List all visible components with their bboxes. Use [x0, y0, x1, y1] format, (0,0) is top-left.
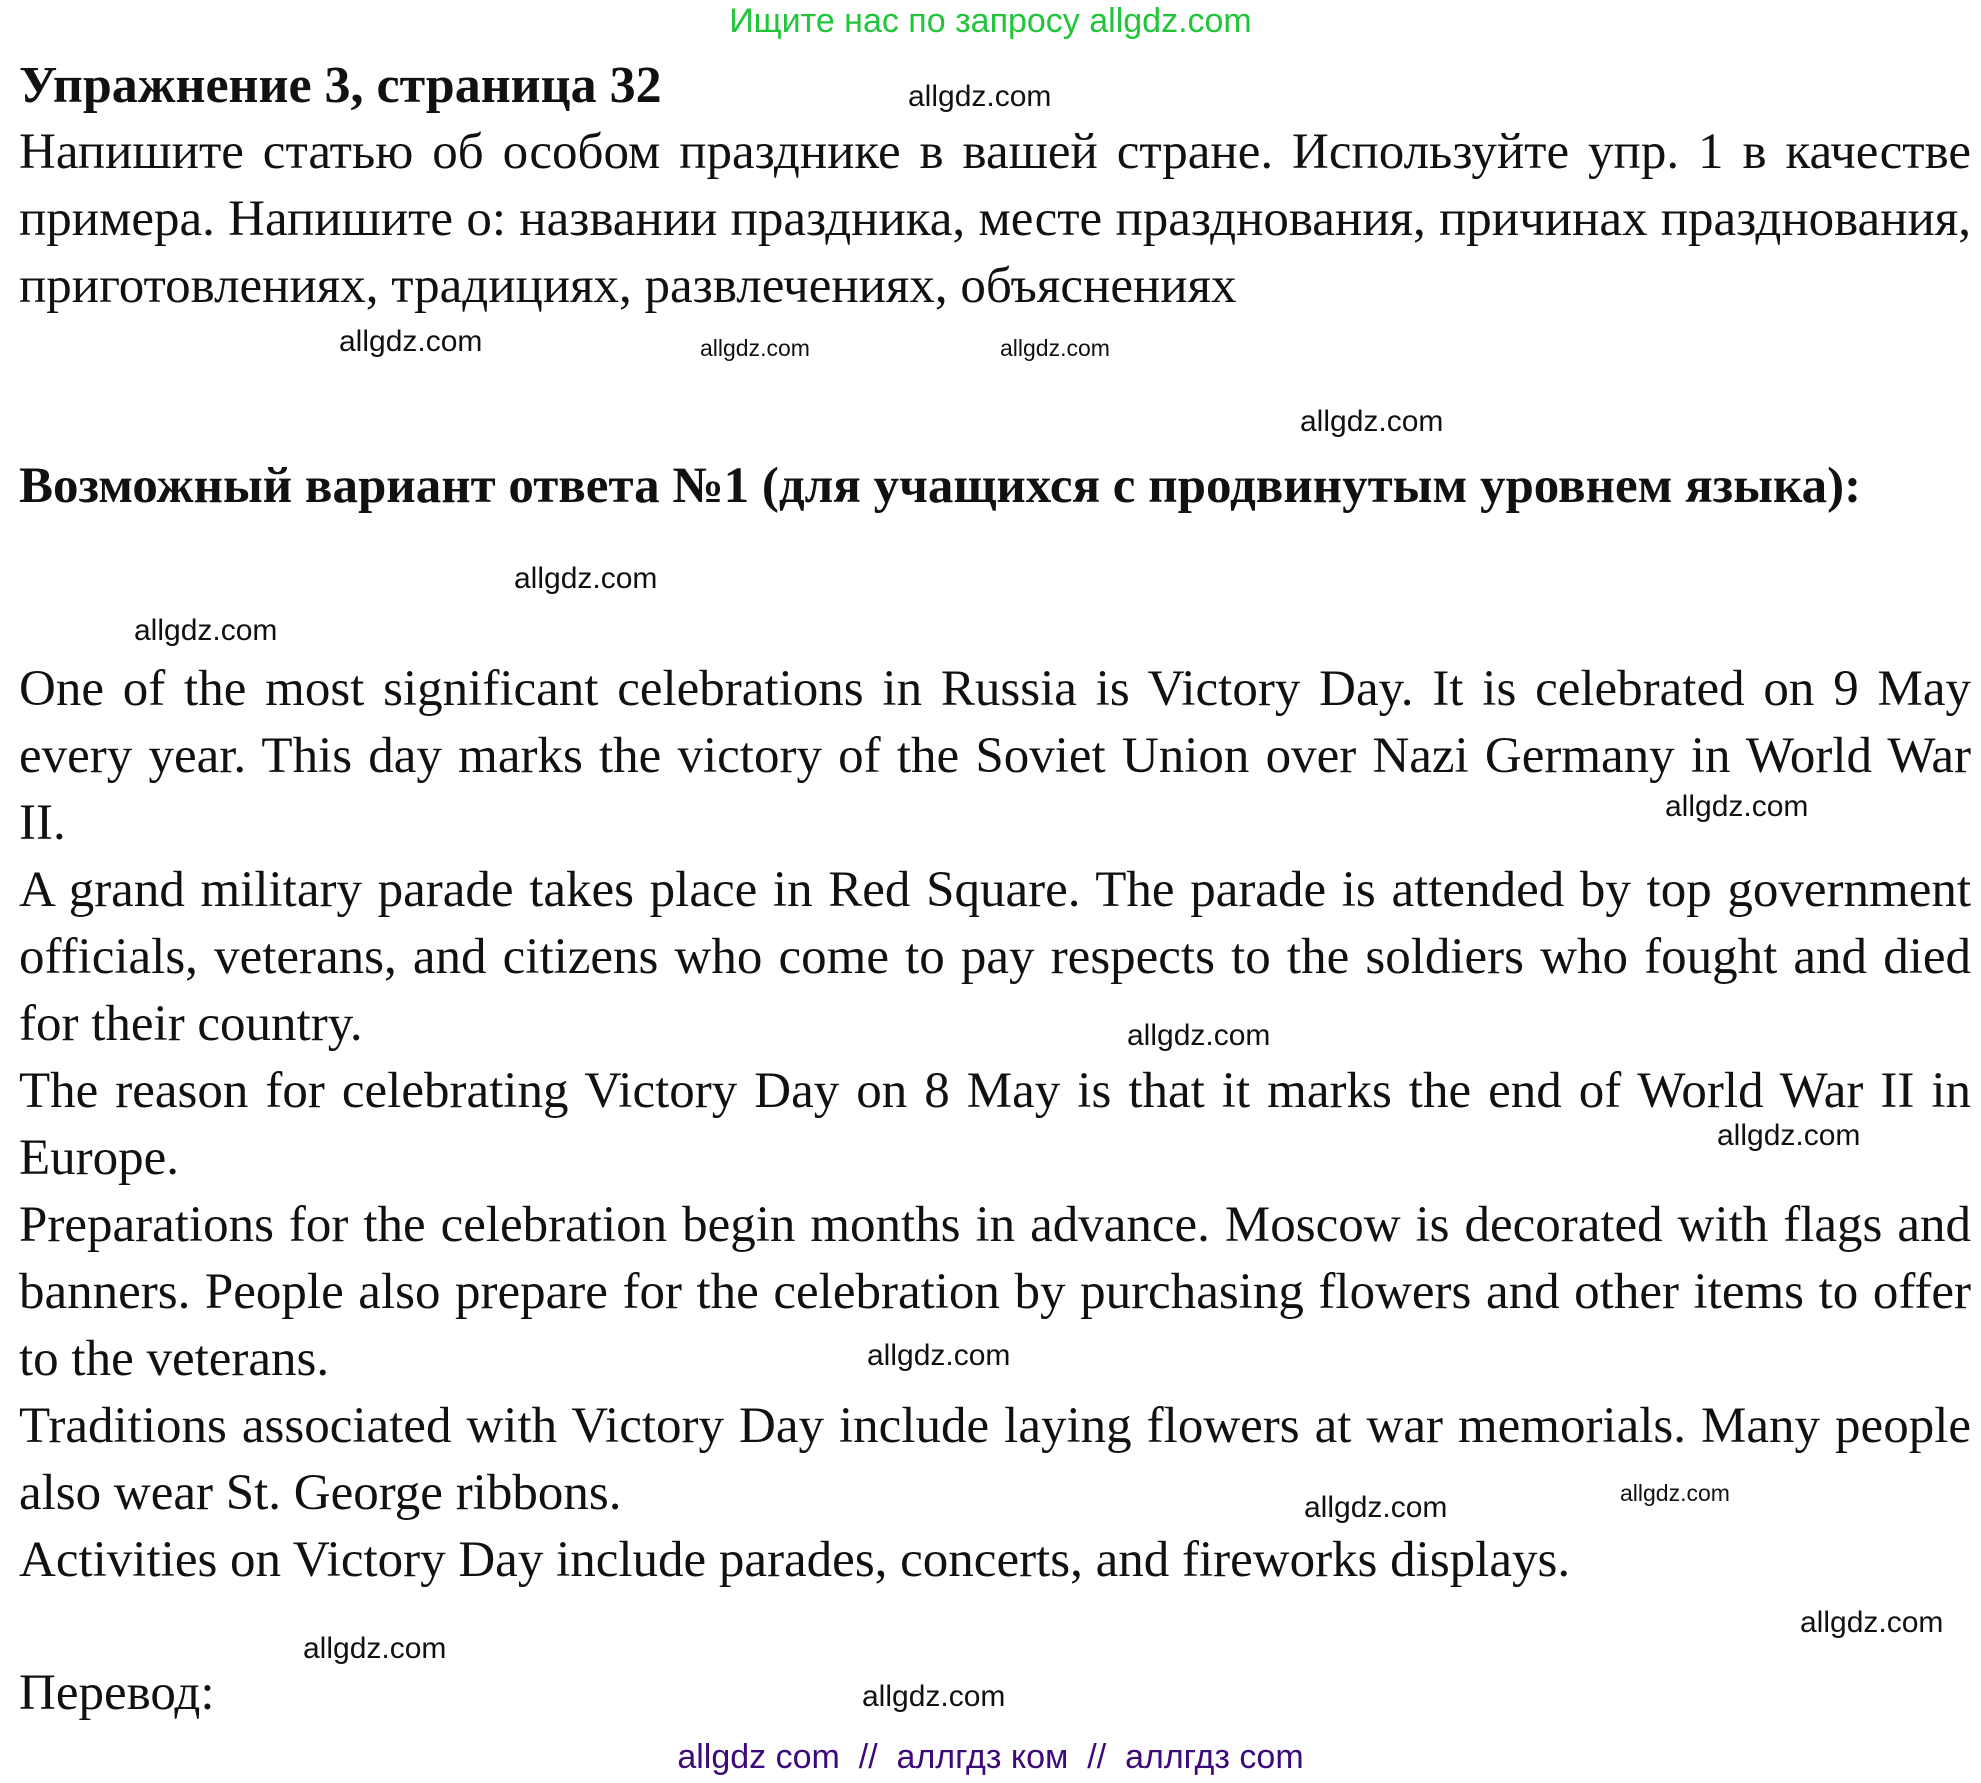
watermark: allgdz.com	[303, 1632, 447, 1665]
answer-paragraph: Preparations for the celebration begin months in advance. Moscow is decorated with flags and banners. People also prepare for the celebration by purchasing flowers and other items to offer to the veterans.	[19, 1197, 1971, 1387]
watermark: allgdz.com	[862, 1680, 1006, 1713]
exercise-title: Упражнение 3, страница 32	[19, 57, 662, 114]
watermark: allgdz.com	[339, 325, 483, 358]
translation-label: Перевод:	[19, 1665, 215, 1721]
watermark: allgdz.com	[700, 335, 810, 361]
watermark: allgdz.com	[1127, 1019, 1271, 1052]
answer-paragraph: Activities on Victory Day include parades, concerts, and fireworks displays.	[19, 1532, 1571, 1588]
watermark: allgdz.com	[1620, 1480, 1730, 1506]
footer-links: allgdz com // аллгдз ком // аллгдз com	[677, 1738, 1304, 1776]
search-banner: Ищите нас по запросу allgdz.com	[729, 2, 1252, 40]
watermark: allgdz.com	[1304, 1491, 1448, 1524]
watermark: allgdz.com	[908, 80, 1052, 113]
answer-paragraph: One of the most significant celebrations in Russia is Victory Day. It is celebrated on 9 May every year. This day marks the victory of the Soviet Union over Nazi Germany in World War II.	[19, 661, 1971, 851]
watermark: allgdz.com	[1665, 790, 1809, 823]
watermark: allgdz.com	[514, 562, 658, 595]
answer-paragraph: The reason for celebrating Victory Day on 8 May is that it marks the end of World War II in Europe.	[19, 1063, 1971, 1186]
watermark: allgdz.com	[1800, 1606, 1944, 1639]
answer-heading: Возможный вариант ответа №1 (для учащихся с продвинутым уровнем языка):	[19, 458, 1862, 514]
watermark: allgdz.com	[1717, 1119, 1861, 1152]
watermark: allgdz.com	[134, 614, 278, 647]
task-text: Напишите статью об особом празднике в вашей стране. Используйте упр. 1 в качестве примера. Напишите о: названии праздника, месте празднования, причинах празднования, приготовлениях, традициях, развлечениях, объяснениях	[19, 124, 1971, 314]
watermark: allgdz.com	[1300, 405, 1444, 438]
watermark: allgdz.com	[867, 1339, 1011, 1372]
answer-paragraph: Traditions associated with Victory Day include laying flowers at war memorials. Many people also wear St. George ribbons.	[19, 1398, 1971, 1521]
answer-paragraph: A grand military parade takes place in Red Square. The parade is attended by top government officials, veterans, and citizens who come to pay respects to the soldiers who fought and died for their country.	[19, 862, 1971, 1052]
watermark: allgdz.com	[1000, 335, 1110, 361]
